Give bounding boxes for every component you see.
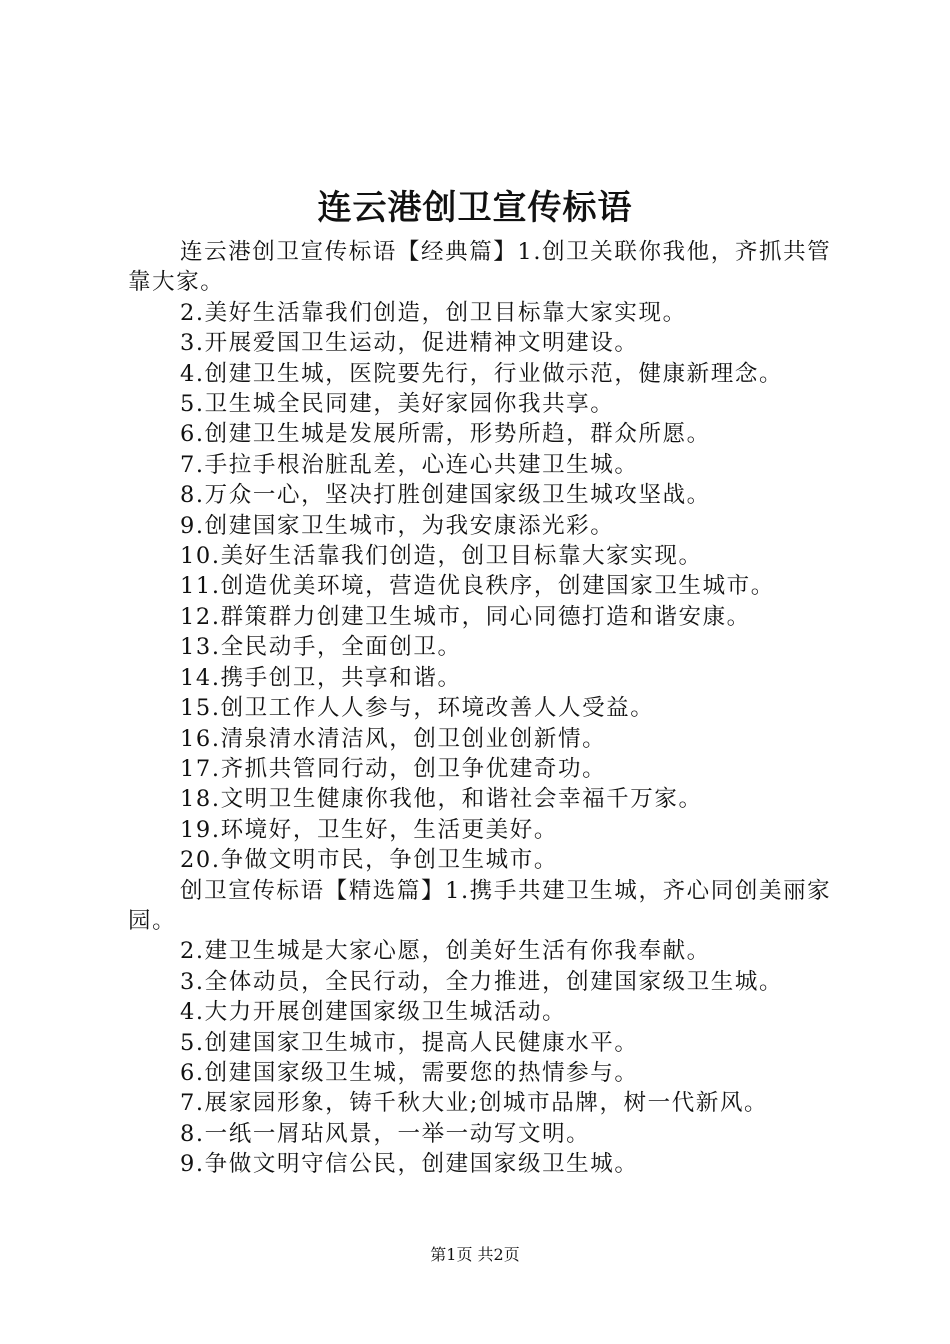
section-classic-intro: 连云港创卫宣传标语【经典篇】1.创卫关联你我他，齐抓共管靠大家。: [128, 239, 832, 296]
slogan-item: 5.卫生城全民同建，美好家园你我共享。: [180, 391, 615, 418]
slogan-item: 5.创建国家卫生城市，提高人民健康水平。: [180, 1029, 639, 1056]
slogan-item: 3.全体动员，全民行动，全力推进，创建国家级卫生城。: [180, 968, 784, 995]
slogan-item: 20.争做文明市民，争创卫生城市。: [180, 847, 558, 874]
slogan-item: 13.全民动手，全面创卫。: [180, 634, 462, 661]
slogan-item: 9.创建国家卫生城市，为我安康添光彩。: [180, 512, 615, 539]
document-body: [128, 237, 834, 1180]
section-classic-list: [128, 298, 834, 876]
slogan-item: 14.携手创卫，共享和谐。: [180, 664, 462, 691]
slogan-item: 2.建卫生城是大家心愿，创美好生活有你我奉献。: [180, 938, 711, 965]
slogan-item: 9.争做文明守信公民，创建国家级卫生城。: [180, 1151, 639, 1178]
slogan-item: 6.创建卫生城是发展所需，形势所趋，群众所愿。: [180, 421, 711, 448]
slogan-item: 3.开展爱国卫生运动，促进精神文明建设。: [180, 330, 639, 357]
slogan-item: 18.文明卫生健康你我他，和谐社会幸福千万家。: [180, 786, 703, 813]
slogan-item: 4.大力开展创建国家级卫生城活动。: [180, 999, 567, 1026]
slogan-item: 8.一纸一屑玷风景，一举一动写文明。: [180, 1120, 591, 1147]
slogan-item: 19.环境好，卫生好，生活更美好。: [180, 816, 558, 843]
slogan-item: 17.齐抓共管同行动，创卫争优建奇功。: [180, 755, 607, 782]
slogan-item: 12.群策群力创建卫生城市，同心同德打造和谐安康。: [180, 603, 751, 630]
slogan-item: 15.创卫工作人人参与，环境改善人人受益。: [180, 695, 655, 722]
slogan-item: 11.创造优美环境，营造优良秩序，创建国家卫生城市。: [180, 573, 775, 600]
document-title: 连云港创卫宣传标语: [317, 188, 633, 228]
page-footer: 第1页 共2页: [430, 1245, 520, 1264]
slogan-item: 10.美好生活靠我们创造，创卫目标靠大家实现。: [180, 543, 703, 570]
slogan-item: 6.创建国家级卫生城，需要您的热情参与。: [180, 1059, 639, 1086]
slogan-item: 16.清泉清水清洁风，创卫创业创新情。: [180, 725, 607, 752]
slogan-item: 7.展家园形象，铸千秋大业;创城市品牌，树一代新风。: [180, 1090, 769, 1117]
slogan-item: 7.手拉手根治脏乱差，心连心共建卫生城。: [180, 451, 639, 478]
slogan-item: 2.美好生活靠我们创造，创卫目标靠大家实现。: [180, 299, 687, 326]
section-selected-list: [128, 936, 834, 1179]
slogan-item: 4.创建卫生城，医院要先行，行业做示范，健康新理念。: [180, 360, 784, 387]
slogan-item: 8.万众一心，坚决打胜创建国家级卫生城攻坚战。: [180, 482, 711, 509]
section-selected-intro: 创卫宣传标语【精选篇】1.携手共建卫生城，齐心同创美丽家园。: [128, 877, 832, 934]
